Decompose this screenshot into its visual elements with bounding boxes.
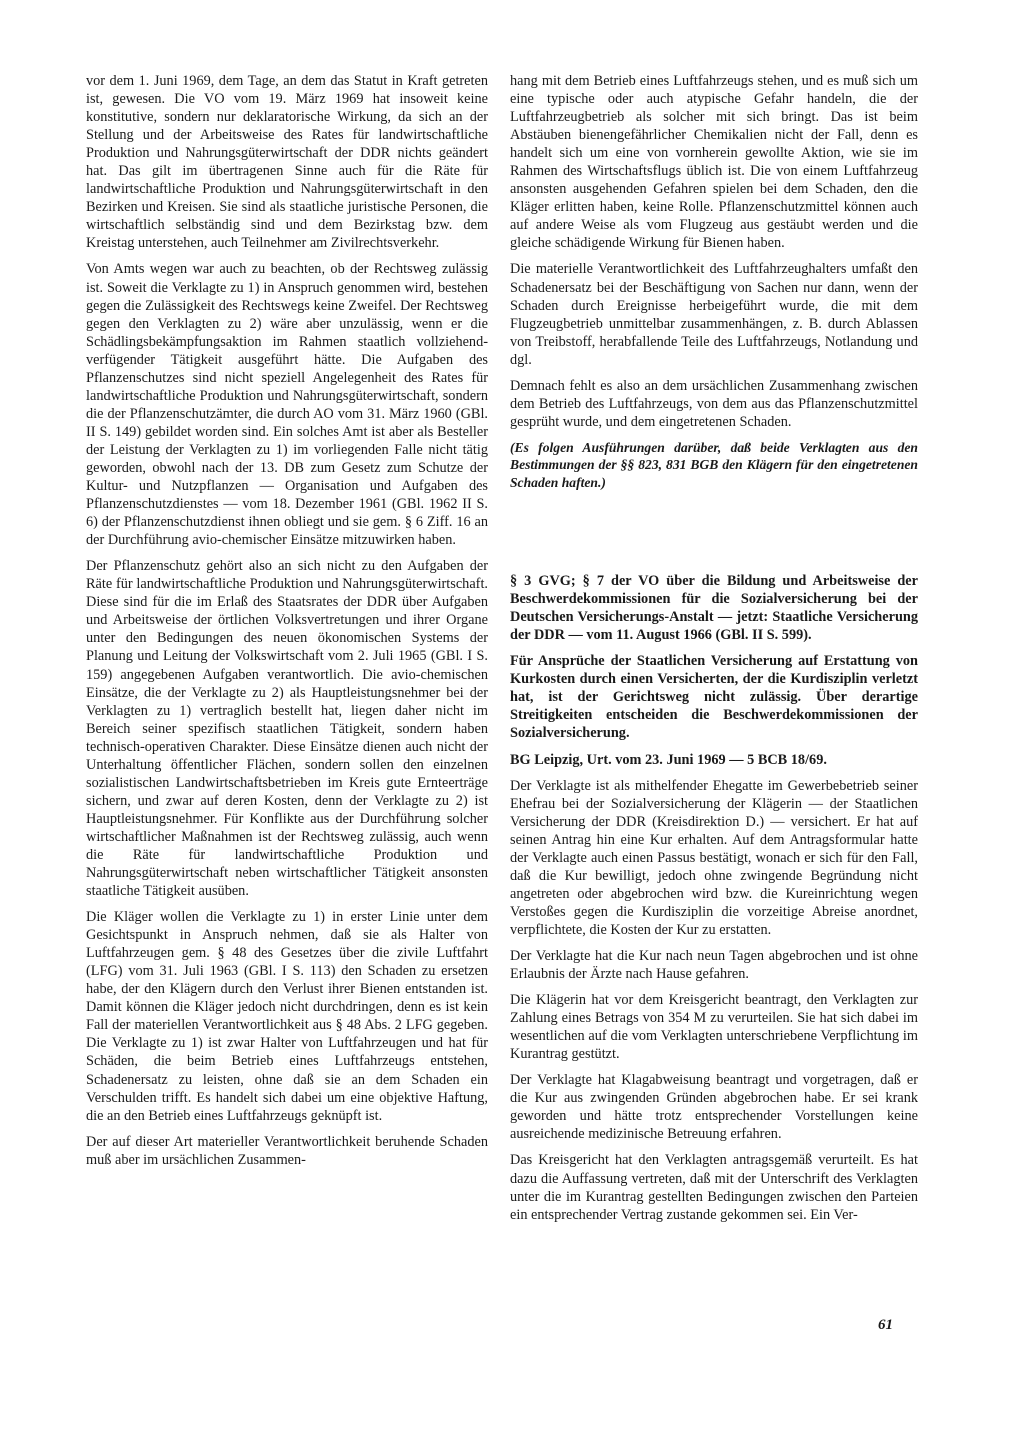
- page-number: 61: [878, 1317, 893, 1333]
- paragraph: Der auf dieser Art materieller Verantwortlichkeit beruhende Schaden muß aber im ursächlichen Zusammen-: [86, 1133, 488, 1168]
- court-citation: BG Leipzig, Urt. vom 23. Juni 1969 — 5 BCB 18/69.: [510, 751, 827, 768]
- paragraph: Der Verklagte hat die Kur nach neun Tagen abgebrochen und ist ohne Erlaubnis der Ärzte nach Hause gefahren.: [510, 948, 918, 983]
- editorial-note: (Es folgen Ausführungen darüber, daß beide Verklagten aus den Bestimmungen der §§ 823, 831 BGB den Klägern für den eingetretenen Schaden haften.): [510, 439, 918, 490]
- left-column: [86, 72, 488, 1177]
- paragraph: Der Verklagte ist als mithelfender Ehegatte im Gewerbebetrieb seiner Ehefrau bei der Sozialversicherung der Klägerin — der Staatlichen Versicherung der DDR (Kreisdirektion D.) — versichert. Er hat auf seinen Antrag hin eine Kur erhalten. Auf dem Antragsformular hatte der Verklagte auch einen Passus bestätigt, wonach er sich für den Fall, daß die Kur bewilligt, jedoch ohne zwingende Begründung nicht angetreten oder abgebrochen wird bzw. die Kureinrichtung wegen Verstoßes gegen die Kurdisziplin die vorzeitige Abreise anordnet, verpflichtete, die Kosten der Kur zu erstatten.: [510, 777, 918, 938]
- paragraph: Das Kreisgericht hat den Verklagten antragsgemäß verurteilt. Es hat dazu die Auffassung vertreten, daß mit der Unterschrift des Verklagten unter die im Kurantrag gestellten Bedingungen zwischen den Parteien ein entsprechender Vertrag zustande gekommen sei. Ein Ver-: [510, 1152, 918, 1223]
- paragraph: Von Amts wegen war auch zu beachten, ob der Rechtsweg zulässig ist. Soweit die Verklagte zu 1) in Anspruch genommen wird, bestehen gegen die Zulässigkeit des Rechtswegs keine Zweifel. Der Rechtsweg gegen den Verklagten zu 2) wäre aber unzulässig, wenn er die Schädlingsbekämpfungsaktion im Rahmen staatlich vollziehend-verfügender Tätigkeit ausgeführt hätte. Die Aufgaben des Pflanzenschutzes sind nicht speziell Angelegenheit des Rates für landwirtschaftliche Produktion und Nahrungsgüterwirtschaft, sondern die der Pflanzenschutzämter, die durch AO vom 31. März 1960 (GBl. II S. 149) gebildet worden sind. Ein solches Amt ist aber als Besteller der Leistung der Verklagten zu 1) im vorliegenden Falle nicht tätig geworden, obwohl nach der 13. DB zum Gesetz zum Schutze der Kultur- und Nutzpflanzen — Organisation und Aufgaben des Pflanzenschutzdienstes — vom 18. Dezember 1961 (GBl. 1962 II S. 6) der Pflanzenschutzdienst ihnen obliegt und sie gem. § 6 Ziff. 16 an der Durchführung avio-chemischer Einsätze mitzuwirken haben.: [86, 261, 488, 549]
- paragraph: hang mit dem Betrieb eines Luftfahrzeugs stehen, und es muß sich um eine typische oder auch atypische Gefahr handeln, die der Luftfahrzeugbetrieb als solcher mit sich bringt. Das ist beim Abstäuben bienengefährlicher Chemikalien nicht der Fall, denn es handelt sich um eine von vornherein gewollte Aktion, wie sie im Rahmen des Wirtschaftsflugs üblich ist. Die von einem Luftfahrzeug ansonsten ausgehenden Gefahren spielen bei dem Schaden, den die Kläger erlitten haben, keine Rolle. Pflanzenschutzmittel können auch auf andere Weise als vom Flugzeug aus gestäubt werden und die gleiche schädigende Wirkung für Bienen haben.: [510, 73, 918, 252]
- headnote: Für Ansprüche der Staatlichen Versicherung auf Erstattung von Kurkosten durch einen Versicherten, der die Kurdisziplin verletzt hat, ist der Gerichtsweg nicht zulässig. Über derartige Streitigkeiten entscheiden die Beschwerdekommissionen der Sozialversicherung.: [510, 653, 918, 742]
- paragraph: Der Pflanzenschutz gehört also an sich nicht zu den Aufgaben der Räte für landwirtschaftliche Produktion und Nahrungsgüterwirtschaft. Diese sind für die im Erlaß des Staatsrates der DDR über Aufgaben und Arbeitsweise der örtlichen Volksvertretungen und ihrer Organe unter den Bedingungen des neuen ökonomischen Systems der Planung und Leitung der Volkswirtschaft vom 2. Juli 1965 (GBl. I S. 159) angegebenen Aufgaben verantwortlich. Die avio-chemischen Einsätze, die der Verklagte zu 2) als Hauptleistungsnehmer bei der Verklagten zu 1) vertraglich bestellt hat, liegen daher nicht im Bereich seiner spezifisch staatlichen Tätigkeit, sondern haben technisch-operativen Charakter. Diese Einsätze dienen auch nicht der Unterhaltung öffentlicher Flächen, sondern sollen den einzelnen sozialistischen Landwirtschaftsbetrieben im Kreis gute Ernteerträge sichern, und zwar auf deren Kosten, denn der Verklagte zu 2) ist Hauptleistungsnehmer. Für Konflikte aus der Durchführung solcher wirtschaftlicher Maßnahmen ist der Rechtsweg zulässig, auch wenn die Räte für landwirtschaftliche Produktion und Nahrungsgüterwirtschaft neben wirtschaftlicher Tätigkeit ansonsten staatliche Tätigkeit ausüben.: [86, 558, 488, 900]
- case-heading: § 3 GVG; § 7 der VO über die Bildung und Arbeitsweise der Beschwerdekommissionen für die Sozialversicherung bei der Deutschen Versicherungs-Anstalt — jetzt: Staatliche Versicherung der DDR — vom 11. August 1966 (GBl. II S. 599).: [510, 573, 918, 644]
- paragraph: Demnach fehlt es also an dem ursächlichen Zusammenhang zwischen dem Betrieb des Luftfahrzeugs, von dem aus das Pflanzenschutzmittel gesprüht wurde, und dem eingetretenen Schaden.: [510, 377, 918, 430]
- paragraph: vor dem 1. Juni 1969, dem Tage, an dem das Statut in Kraft getreten ist, gewesen. Die VO vom 19. März 1969 hat insoweit keine konstitutive, sondern nur deklaratorische Wirkung, da sich an der Stellung und der Arbeitsweise des Rates für landwirtschaftliche Produktion und Nahrungsgüterwirtschaft der DDR nichts geändert hat. Das gilt im übertragenen Sinne auch für die Räte für landwirtschaftliche Produktion und Nahrungsgüterwirtschaft in den Bezirken und Kreisen. Sie sind als staatliche juristische Personen, die wirtschaftlich selbständig sind und dem Bezirkstag bzw. dem Kreistag unterstehen, auch Teilnehmer am Zivilrechtsverkehr.: [86, 73, 488, 252]
- paragraph: Die materielle Verantwortlichkeit des Luftfahrzeughalters umfaßt den Schadenersatz bei der Beschäftigung von Sachen nur dann, wenn der Schaden durch Ereignisse herbeigeführt wurde, die mit dem Flugzeugbetrieb unmittelbar zusammenhängen, z. B. durch Ablassen von Treibstoff, herabfallende Teile des Luftfahrzeugs, Notlandung und dgl.: [510, 261, 918, 368]
- paragraph: Der Verklagte hat Klagabweisung beantragt und vorgetragen, daß er die Kur aus zwingenden Gründen abgebrochen habe. Er sei krank geworden und hätte trotz entsprechender Vorstellungen keine ausreichende medizinische Betreuung erfahren.: [510, 1072, 918, 1143]
- paragraph: Die Klägerin hat vor dem Kreisgericht beantragt, den Verklagten zur Zahlung eines Betrags von 354 M zu verurteilen. Sie hat sich dabei im wesentlichen auf die vom Verklagten unterschriebene Verpflichtung im Kurantrag gestützt.: [510, 992, 918, 1063]
- section-spacer: [510, 499, 918, 572]
- paragraph: Die Kläger wollen die Verklagte zu 1) in erster Linie unter dem Gesichtspunkt in Anspruch nehmen, daß sie als Halter von Luftfahrzeugen gem. § 48 des Gesetzes über die zivile Luftfahrt (LFG) vom 31. Juli 1963 (GBl. I S. 113) den Schaden zu ersetzen habe, der den Klägern durch den Verlust ihrer Bienen entstanden ist. Damit können die Kläger jedoch nicht durchdringen, denn es ist kein Fall der materiellen Verantwortlichkeit aus § 48 Abs. 2 LFG gegeben. Die Verklagte zu 1) ist zwar Halter von Luftfahrzeugen und hat für Schäden, die beim Betrieb eines Luftfahrzeugs entstehen, Schadenersatz zu leisten, ohne daß sie an dem Schaden ein Verschulden trifft. Es handelt sich dabei um eine objektive Haftung, die an den Betrieb eines Luftfahrzeugs geknüpft ist.: [86, 909, 488, 1124]
- right-column: [510, 72, 918, 1232]
